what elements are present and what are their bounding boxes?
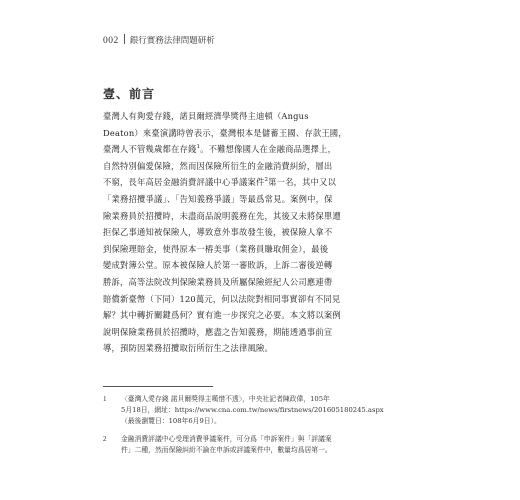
body-line: 說明保險業務員於招攬時，應盡之告知義務，期能透過事前宣 [103,326,333,337]
body-line: Deaton）來臺演講時曾表示，臺灣根本是儲蓄王國、存款王國， [103,127,347,138]
footnote-divider [103,386,213,387]
footnote-line: 金融消費評議中心受理消費爭議案件，可分爲「申訴案件」與「評議案 [121,434,332,443]
body-line: 賠償新臺幣（下同）120萬元，何以法院對相同事實卻有不同見 [103,293,341,304]
footnote-number: 2 [103,434,107,443]
body-line-part: 臺灣人不管幾歲都在存錢 [103,144,197,155]
running-header [103,34,433,48]
body-line: 解？其中轉折關鍵爲何？實有進一步探究之必要。本文將以案例 [103,310,341,321]
body-line-part: 。不難想像國人在金融商品選擇上， [200,144,337,155]
body-line-part: 不窮，長年高居金融消費評議中心爭議案件 [103,177,265,188]
body-line: 險業務員於招攬時，未盡商品說明義務在先，其後又未將保單遭 [103,210,341,221]
footnote-ref-1[interactable]: 1 [196,144,201,151]
footnote-line: （最後瀏覽日：108年6月9日）。 [121,417,221,426]
section-heading: 壹、前言 [103,87,156,101]
footnote-number: 1 [103,395,107,403]
footnotes [103,394,423,462]
body-text [103,108,423,357]
footnote-ref-2[interactable]: 2 [264,177,269,184]
body-line: 到保險理賠金，使得原本一樁美事（業務員賺取佣金），最後 [103,243,329,254]
book-title: 銀行實務法律問題研析 [129,36,215,46]
footnote-1 [103,394,423,428]
page-number: 002 [103,36,119,46]
footnote-text [121,434,332,456]
footnote-2 [103,434,423,456]
body-line: 拒保乙事通知被保險人，導致意外事故發生後，被保險人拿不 [103,227,333,238]
body-line [103,174,423,191]
body-line: 導，預防因業務招攬取衍所衍生之法律風險。 [103,343,273,354]
footnote-line: 〈臺灣人愛存錢 諾貝爾獎得主嘆惜不透〉，中央社記者陳政偉，105年 [121,395,330,403]
body-line: 「業務招攬爭議」、「告知義務爭議」等最爲常見。案例中，保 [103,193,333,204]
footnote-text [121,394,384,428]
body-line: 臺灣人有夠愛存錢，諾貝爾經濟學獎得主迪頓（Angus [103,111,309,121]
header-divider [124,34,125,44]
body-line: 勝訴，高等法院改判保險業務員及所屬保險經紀人公司應連帶 [103,276,333,287]
body-line: 自然特別偏愛保險，然而因保險所衍生的金融消費糾紛，層出 [103,160,333,171]
footnote-url-line[interactable]: 5月18日，網址：https://www.cna.com.tw/news/firstnews/201605180245.aspx [121,406,384,415]
body-line: 變成對簿公堂。原本被保險人於第一審敗訴，上訴二審後逆轉 [103,260,333,271]
body-line-part: 第一名，其中又以 [268,177,337,188]
footnote-line: 件」二種，然而保險糾紛不論在申訴或評議案件中，數量均爲居第一。 [121,445,332,454]
body-line [103,141,423,158]
